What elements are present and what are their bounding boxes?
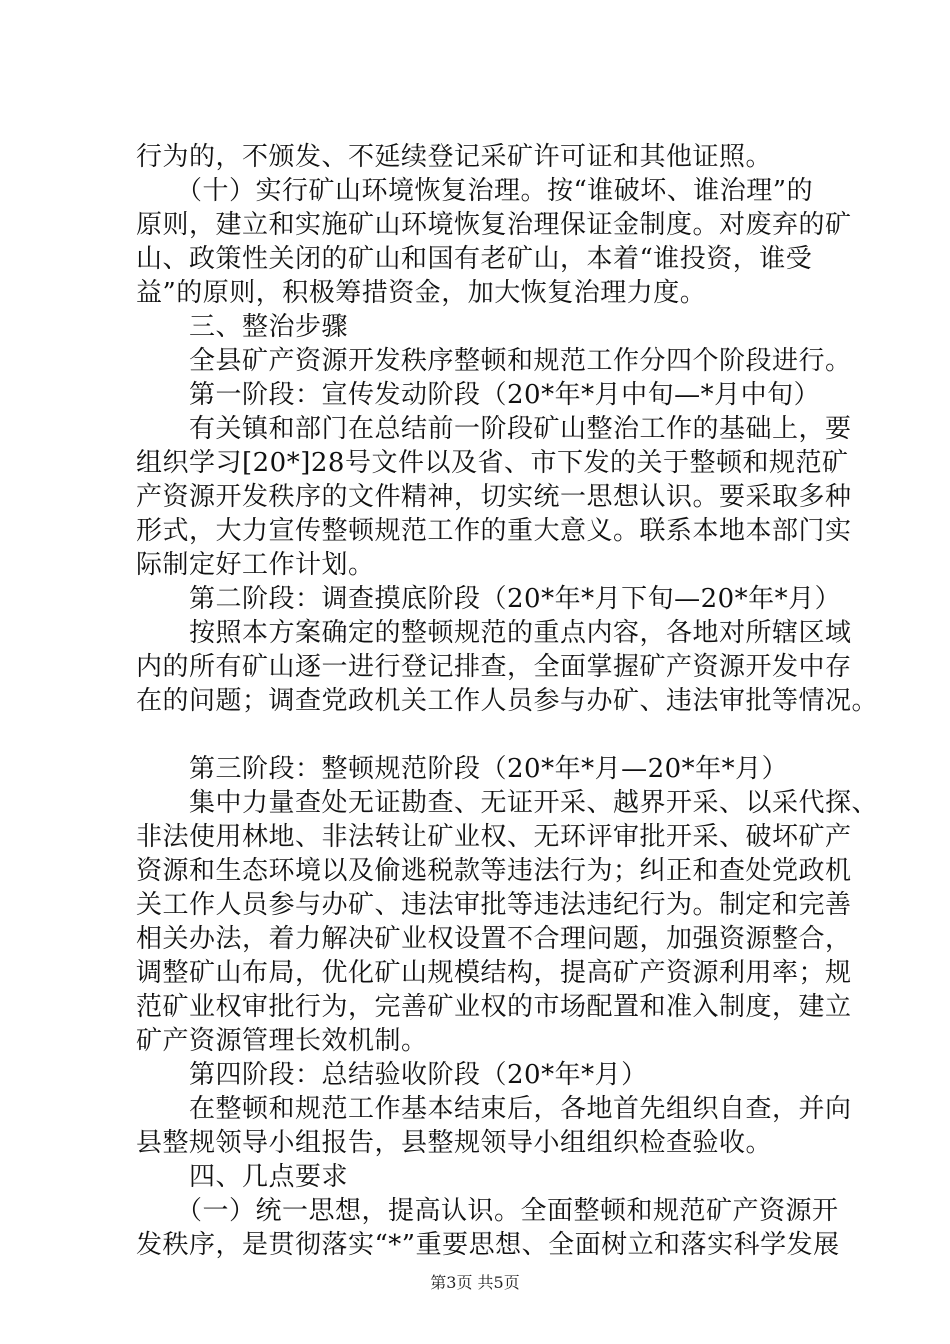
stage-heading: 第四阶段：总结验收阶段（20*年*月） [136, 1060, 648, 1090]
text-line: 发秩序，是贯彻落实“*”重要思想、全面树立和落实科学发展 [136, 1230, 840, 1260]
stage-heading: 第二阶段：调查摸底阶段（20*年*月下旬—20*年*月） [136, 584, 842, 614]
text-line: 原则，建立和实施矿山环境恢复治理保证金制度。对废弃的矿 [136, 210, 852, 240]
text-line: 有关镇和部门在总结前一阶段矿山整治工作的基础上，要 [136, 414, 852, 444]
text-line: 产资源开发秩序的文件精神，切实统一思想认识。要采取多种 [136, 482, 852, 512]
text-line: 相关办法，着力解决矿业权设置不合理问题，加强资源整合， [136, 924, 852, 954]
stage-heading: 第一阶段：宣传发动阶段（20*年*月中旬—*月中旬） [136, 380, 821, 410]
text-line: 关工作人员参与办矿、违法审批等违法违纪行为。制定和完善 [136, 890, 852, 920]
text-line: 非法使用林地、非法转让矿业权、无环评审批开采、破坏矿产 [136, 822, 852, 852]
text-line: 形式，大力宣传整顿规范工作的重大意义。联系本地本部门实 [136, 516, 852, 546]
section-heading: 四、几点要求 [136, 1162, 349, 1192]
text-line: 矿产资源管理长效机制。 [136, 1026, 428, 1056]
text-line: （一）统一思想，提高认识。全面整顿和规范矿产资源开 [136, 1196, 839, 1226]
stage-heading: 第三阶段：整顿规范阶段（20*年*月—20*年*月） [136, 754, 789, 784]
text-line: 县整规领导小组报告，县整规领导小组组织检查验收。 [136, 1128, 773, 1158]
page-number: 第3页 共5页 [430, 1273, 520, 1292]
text-line: 按照本方案确定的整顿规范的重点内容，各地对所辖区域 [136, 618, 852, 648]
text-line: 在的问题；调查党政机关工作人员参与办矿、违法审批等情况。 [136, 686, 879, 716]
section-heading: 三、整治步骤 [136, 312, 349, 342]
text-line: 行为的，不颁发、不延续登记采矿许可证和其他证照。 [136, 142, 773, 172]
text-line: 山、政策性关闭的矿山和国有老矿山，本着“谁投资，谁受 [136, 244, 813, 274]
text-line: 调整矿山布局，优化矿山规模结构，提高矿产资源利用率；规 [136, 958, 852, 988]
text-line: 际制定好工作计划。 [136, 550, 375, 580]
text-line: 在整顿和规范工作基本结束后，各地首先组织自查，并向 [136, 1094, 852, 1124]
text-line: 益”的原则，积极筹措资金，加大恢复治理力度。 [136, 278, 707, 308]
text-line: 资源和生态环境以及偷逃税款等违法行为；纠正和查处党政机 [136, 856, 852, 886]
text-line: 全县矿产资源开发秩序整顿和规范工作分四个阶段进行。 [136, 346, 852, 376]
text-line: 内的所有矿山逐一进行登记排查，全面掌握矿产资源开发中存 [136, 652, 852, 682]
text-line: 范矿业权审批行为，完善矿业权的市场配置和准入制度，建立 [136, 992, 852, 1022]
text-line: （十）实行矿山环境恢复治理。按“谁破坏、谁治理”的 [136, 176, 814, 206]
text-line: 组织学习[20*]28号文件以及省、市下发的关于整顿和规范矿 [136, 448, 849, 478]
text-line: 集中力量查处无证勘查、无证开采、越界开采、以采代探、 [136, 788, 879, 818]
